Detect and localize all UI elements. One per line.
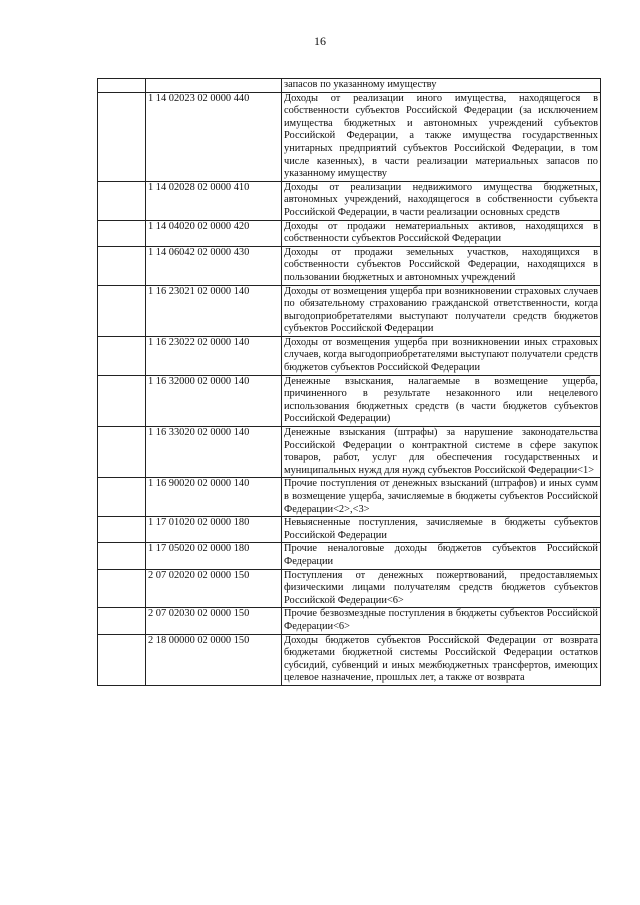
admin-code-cell: [98, 336, 146, 375]
table-row: [98, 92, 601, 181]
table-row: [98, 220, 601, 246]
revenue-description-cell: Денежные взыскания, налагаемые в возмещение ущерба, причиненного в результате незаконного или нецелевого использования бюджетных средств (в части бюджетов субъектов Российской Федерации): [282, 375, 601, 426]
table-row: [98, 246, 601, 285]
admin-code-cell: [98, 92, 146, 181]
table-row: [98, 543, 601, 569]
admin-code-cell: [98, 246, 146, 285]
revenue-description-cell: Невыясненные поступления, зачисляемые в бюджеты субъектов Российской Федерации: [282, 517, 601, 543]
table-row: [98, 285, 601, 336]
table-row: [98, 427, 601, 478]
admin-code-cell: [98, 608, 146, 634]
admin-code-cell: [98, 569, 146, 608]
page-number: 16: [314, 34, 326, 48]
revenue-description-cell: Доходы от реализации иного имущества, находящегося в собственности субъектов Российской Федерации (за исключением имущества бюджетных и автономных учреждений субъектов Российской Федерации, а также имущества государственных унитарных предприятий субъектов Российской Федерации, в том числе казенных), в части реализации материальных запасов по указанному имуществу: [282, 92, 601, 181]
admin-code-cell: [98, 517, 146, 543]
revenue-code-cell: 1 17 05020 02 0000 180: [146, 543, 282, 569]
revenue-description-cell: Прочие безвозмездные поступления в бюджеты субъектов Российской Федерации<6>: [282, 608, 601, 634]
revenue-description-cell: Доходы бюджетов субъектов Российской Федерации от возврата бюджетами бюджетной системы Российской Федерации остатков субсидий, субвенций и иных межбюджетных трансфертов, имеющих целевое назначение, прошлых лет, а также от возврата: [282, 634, 601, 685]
table-row: [98, 375, 601, 426]
revenue-description-cell: запасов по указанному имуществу: [282, 79, 601, 93]
budget-revenue-table: [97, 78, 601, 686]
table-row: [98, 517, 601, 543]
table-body: [98, 79, 601, 686]
table-row: [98, 634, 601, 685]
table-row: [98, 181, 601, 220]
revenue-description-cell: Прочие неналоговые доходы бюджетов субъектов Российской Федерации: [282, 543, 601, 569]
revenue-description-cell: Денежные взыскания (штрафы) за нарушение законодательства Российской Федерации о контрактной системе в сфере закупок товаров, работ, услуг для обеспечения государственных и муниципальных нужд для нужд субъектов Российской Федерации<1>: [282, 427, 601, 478]
revenue-code-cell: 1 14 06042 02 0000 430: [146, 246, 282, 285]
admin-code-cell: [98, 427, 146, 478]
revenue-code-cell: 1 16 23022 02 0000 140: [146, 336, 282, 375]
revenue-code-cell: 1 16 23021 02 0000 140: [146, 285, 282, 336]
revenue-description-cell: Доходы от возмещения ущерба при возникновении страховых случаев по обязательному страхованию гражданской ответственности, когда выгодоприобретателями выступают получатели средств бюджетов субъектов Российской Федерации: [282, 285, 601, 336]
revenue-code-cell: 1 16 32000 02 0000 140: [146, 375, 282, 426]
admin-code-cell: [98, 181, 146, 220]
revenue-code-cell: 2 07 02030 02 0000 150: [146, 608, 282, 634]
revenue-code-cell: 1 14 02023 02 0000 440: [146, 92, 282, 181]
admin-code-cell: [98, 634, 146, 685]
admin-code-cell: [98, 478, 146, 517]
admin-code-cell: [98, 79, 146, 93]
revenue-code-cell: 2 18 00000 02 0000 150: [146, 634, 282, 685]
table-row: [98, 336, 601, 375]
revenue-code-cell: 1 16 90020 02 0000 140: [146, 478, 282, 517]
admin-code-cell: [98, 220, 146, 246]
revenue-code-cell: 2 07 02020 02 0000 150: [146, 569, 282, 608]
revenue-description-cell: Доходы от продажи земельных участков, находящихся в собственности субъектов Российской Федерации, находящихся в пользовании бюджетных и автономных учреждений: [282, 246, 601, 285]
table-row: [98, 608, 601, 634]
table-row: [98, 79, 601, 93]
admin-code-cell: [98, 543, 146, 569]
revenue-description-cell: Прочие поступления от денежных взысканий (штрафов) и иных сумм в возмещение ущерба, зачисляемые в бюджеты субъектов Российской Федерации<2>,<3>: [282, 478, 601, 517]
revenue-code-cell: 1 14 02028 02 0000 410: [146, 181, 282, 220]
table-row: [98, 478, 601, 517]
admin-code-cell: [98, 285, 146, 336]
revenue-code-cell: 1 17 01020 02 0000 180: [146, 517, 282, 543]
revenue-description-cell: Доходы от реализации недвижимого имущества бюджетных, автономных учреждений, находящегося в собственности субъекта Российской Федерации, в части реализации основных средств: [282, 181, 601, 220]
revenue-code-cell: 1 14 04020 02 0000 420: [146, 220, 282, 246]
revenue-description-cell: Доходы от продажи нематериальных активов, находящихся в собственности субъектов Российской Федерации: [282, 220, 601, 246]
revenue-description-cell: Доходы от возмещения ущерба при возникновении иных страховых случаев, когда выгодоприобретателями выступают получатели средств бюджетов субъектов Российской Федерации: [282, 336, 601, 375]
table-row: [98, 569, 601, 608]
revenue-code-cell: 1 16 33020 02 0000 140: [146, 427, 282, 478]
revenue-code-cell: [146, 79, 282, 93]
admin-code-cell: [98, 375, 146, 426]
revenue-description-cell: Поступления от денежных пожертвований, предоставляемых физическими лицами получателям средств бюджетов субъектов Российской Федерации<6>: [282, 569, 601, 608]
